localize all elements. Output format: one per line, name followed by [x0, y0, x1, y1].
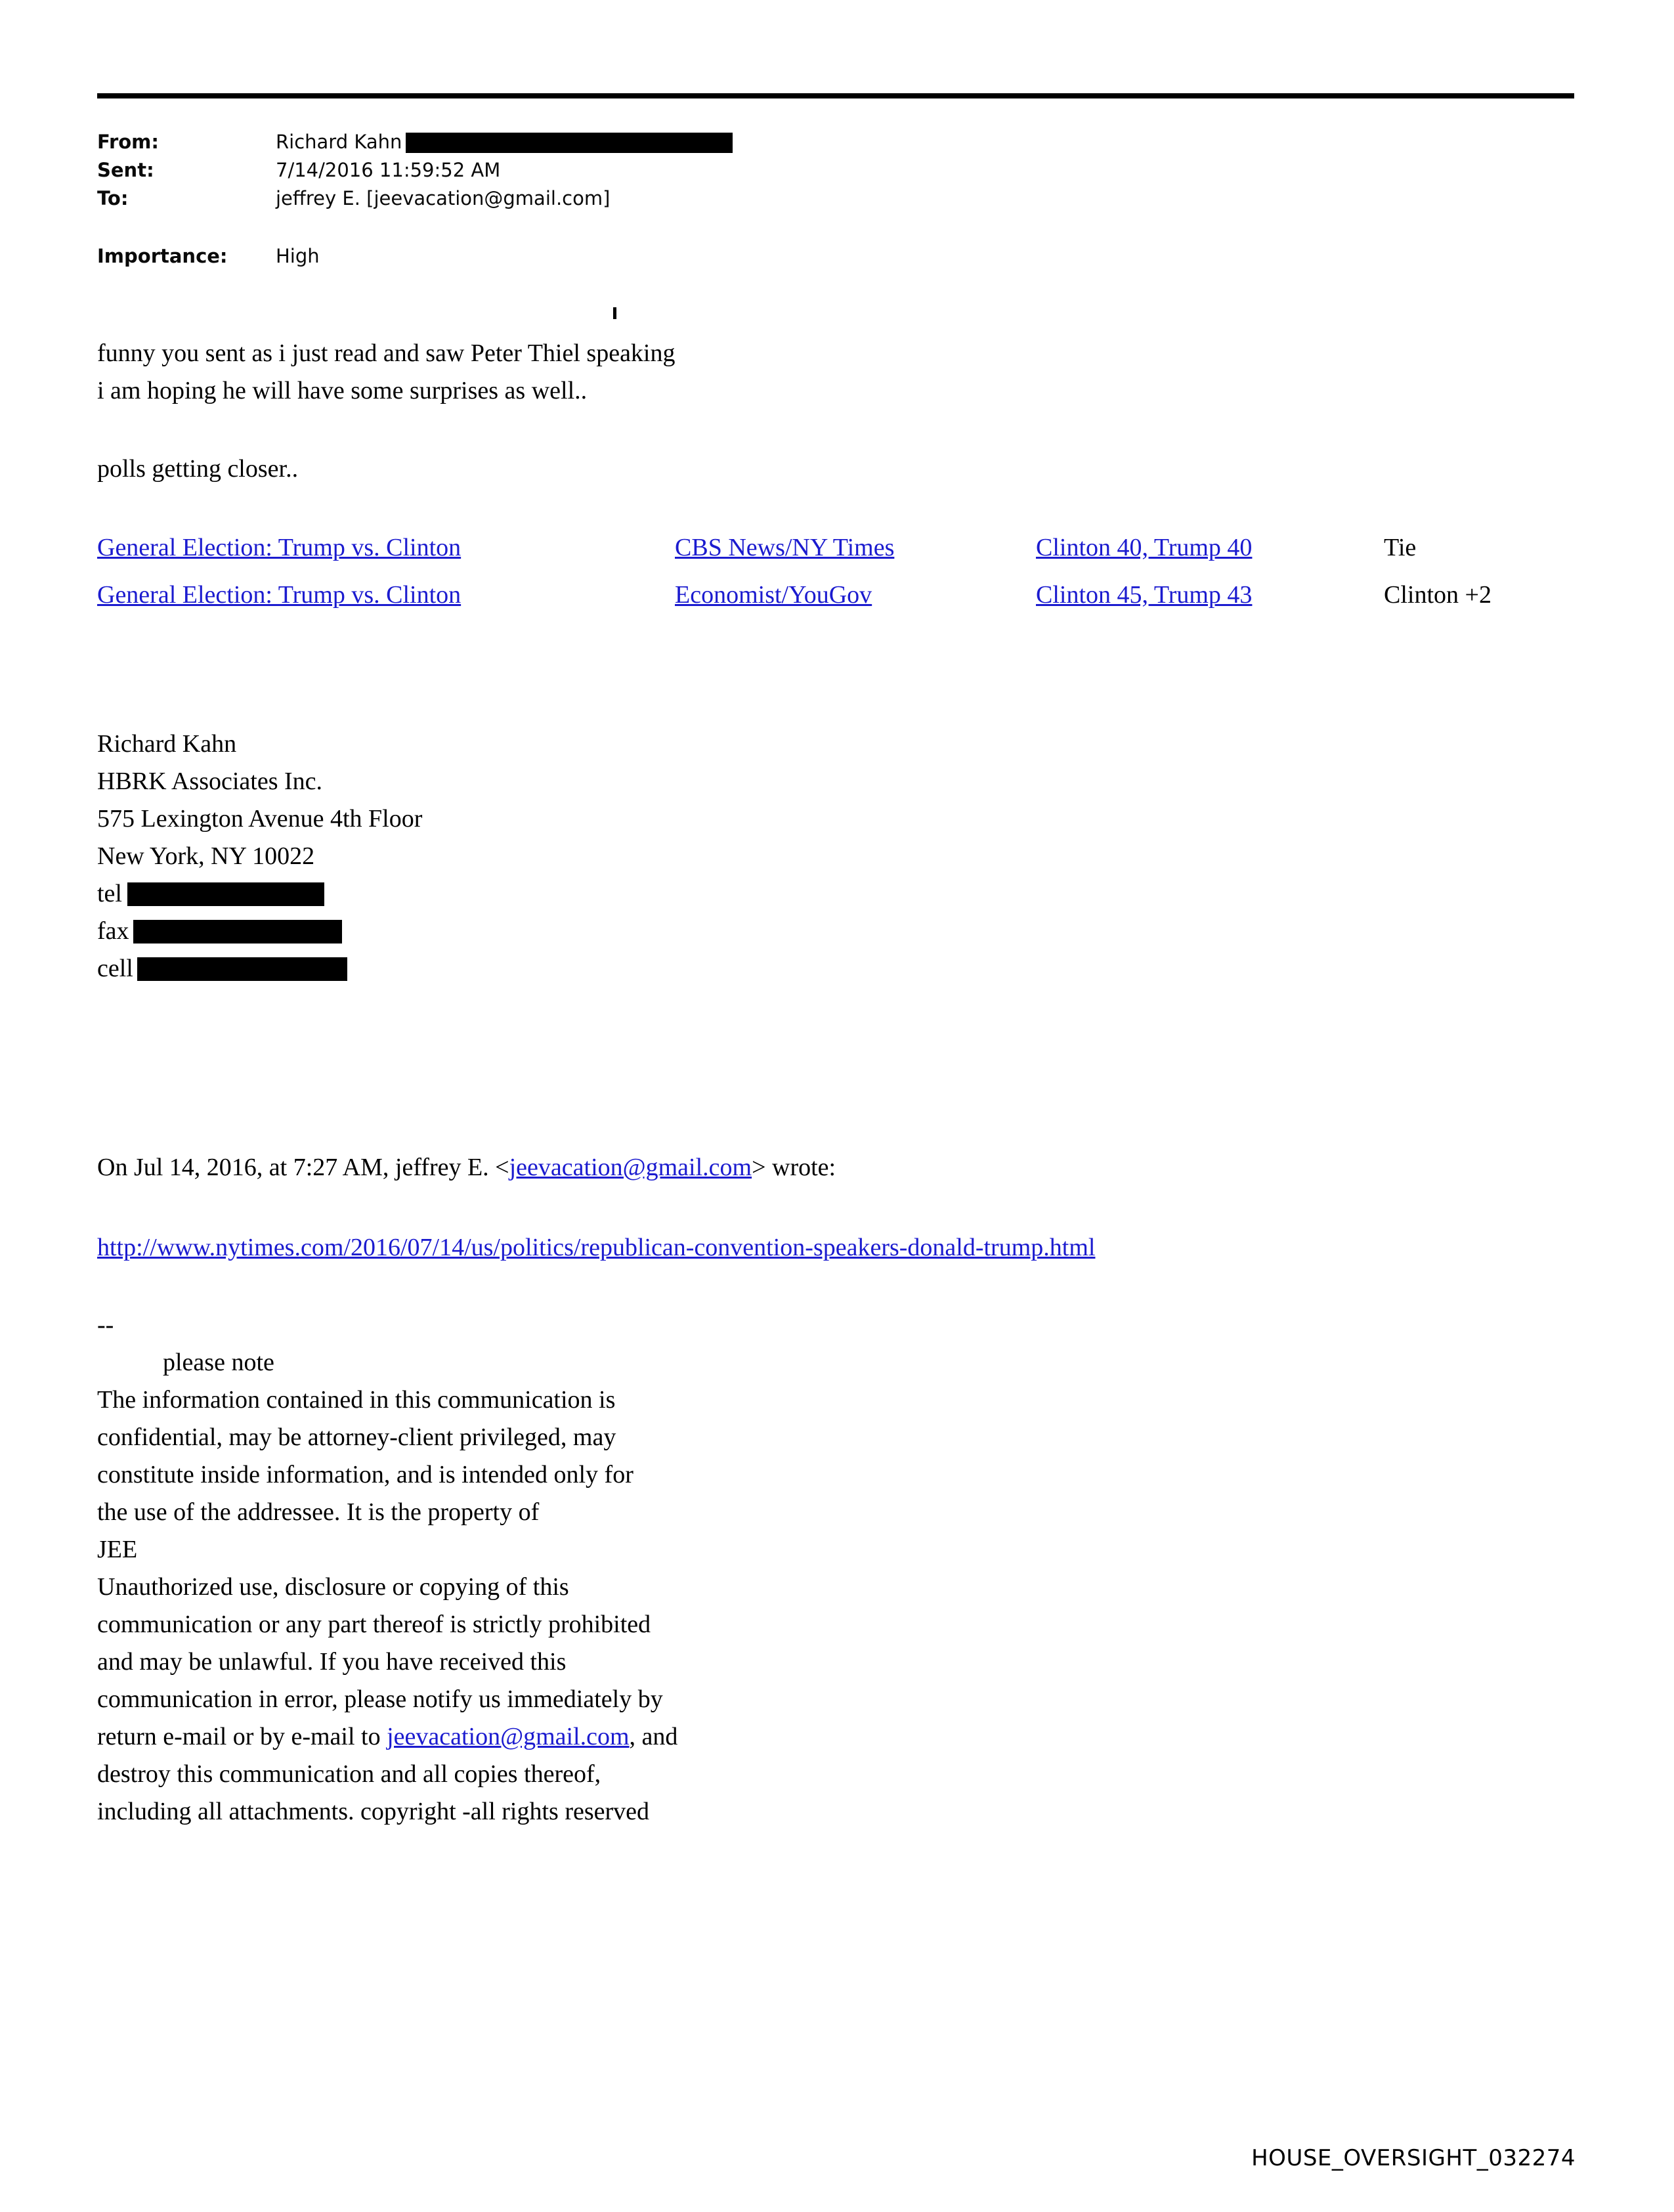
- poll-result-link[interactable]: Clinton 45, Trump 43: [1036, 581, 1253, 609]
- disclaimer-dashes: --: [97, 1311, 114, 1339]
- confidentiality-disclaimer: [97, 1307, 1016, 1831]
- stray-apostrophe-mark: [613, 307, 616, 319]
- signature-block: [97, 726, 422, 987]
- disclaimer-line: JEE: [97, 1536, 138, 1563]
- message-body: [97, 335, 1082, 410]
- header-row-importance: [97, 242, 1148, 271]
- message-line-2: i am hoping he will have some surprises as well..: [97, 377, 588, 404]
- to-value: jeffrey E. [jeevacation@gmail.com]: [276, 187, 611, 209]
- signature-cell-label: cell: [97, 955, 133, 982]
- poll-race-link[interactable]: General Election: Trump vs. Clinton: [97, 581, 461, 609]
- poll-spread-cell: Tie: [1384, 534, 1417, 561]
- disclaimer-email-suffix: , and: [629, 1723, 678, 1750]
- signature-name: Richard Kahn: [97, 730, 237, 758]
- poll-race-cell: [97, 524, 675, 571]
- bates-stamp: HOUSE_OVERSIGHT_032274: [1251, 2145, 1576, 2171]
- signature-cell-row: [97, 950, 422, 987]
- disclaimer-line: The information contained in this communication is: [97, 1386, 616, 1414]
- header-row-from: [97, 128, 1148, 156]
- disclaimer-line: destroy this communication and all copies thereof,: [97, 1760, 601, 1788]
- from-value: [276, 128, 1148, 156]
- from-name: Richard Kahn: [276, 131, 402, 153]
- signature-company: HBRK Associates Inc.: [97, 768, 323, 795]
- header-row-to: [97, 184, 1148, 213]
- to-label: To:: [97, 187, 129, 209]
- redaction-bar-from-email: [406, 133, 733, 153]
- poll-spread-cell: Clinton +2: [1384, 581, 1492, 609]
- poll-result-cell: [1036, 524, 1384, 571]
- redaction-bar-tel: [127, 882, 324, 906]
- header-rule: [97, 93, 1574, 98]
- from-label: From:: [97, 131, 159, 153]
- quote-sender-email-link[interactable]: jeevacation@gmail.com: [509, 1154, 752, 1181]
- importance-value: High: [276, 245, 320, 267]
- message-line-1: funny you sent as i just read and saw Peter Thiel speaking: [97, 339, 676, 367]
- poll-result-link[interactable]: Clinton 40, Trump 40: [1036, 534, 1253, 561]
- disclaimer-email-link[interactable]: jeevacation@gmail.com: [387, 1723, 630, 1750]
- quoted-message-intro: [97, 1149, 836, 1186]
- header-spacer: [97, 213, 1148, 242]
- table-row: [97, 571, 1541, 618]
- disclaimer-line: including all attachments. copyright -all rights reserved: [97, 1798, 650, 1825]
- redaction-bar-fax: [133, 920, 342, 943]
- sent-label: Sent:: [97, 159, 154, 181]
- disclaimer-line: and may be unlawful. If you have received this: [97, 1648, 567, 1676]
- disclaimer-email-prefix: return e-mail or by e-mail to: [97, 1723, 387, 1750]
- signature-tel-label: tel: [97, 880, 122, 907]
- poll-pollster-link[interactable]: CBS News/NY Times: [675, 534, 895, 561]
- disclaimer-line: communication or any part thereof is strictly prohibited: [97, 1611, 651, 1638]
- poll-race-cell: [97, 571, 675, 618]
- signature-tel-row: [97, 875, 422, 913]
- quote-intro-suffix: > wrote:: [752, 1154, 836, 1181]
- importance-label: Importance:: [97, 245, 228, 267]
- table-row: [97, 524, 1541, 571]
- signature-fax-row: [97, 913, 422, 950]
- sent-value: 7/14/2016 11:59:52 AM: [276, 159, 501, 181]
- poll-result-cell: [1036, 571, 1384, 618]
- poll-pollster-cell: [675, 524, 1036, 571]
- poll-pollster-cell: [675, 571, 1036, 618]
- disclaimer-line: constitute inside information, and is intended only for: [97, 1461, 633, 1488]
- signature-fax-label: fax: [97, 917, 129, 945]
- disclaimer-line: the use of the addressee. It is the property of: [97, 1498, 540, 1526]
- poll-results-table: [97, 524, 1541, 618]
- quoted-url-line: [97, 1229, 1095, 1267]
- poll-race-link[interactable]: General Election: Trump vs. Clinton: [97, 534, 461, 561]
- disclaimer-line: Unauthorized use, disclosure or copying of this: [97, 1573, 569, 1601]
- quote-intro-prefix: On Jul 14, 2016, at 7:27 AM, jeffrey E. <: [97, 1154, 509, 1181]
- signature-street: 575 Lexington Avenue 4th Floor: [97, 805, 423, 833]
- nytimes-article-link[interactable]: http://www.nytimes.com/2016/07/14/us/politics/republican-convention-speakers-donald-trump.html: [97, 1234, 1096, 1261]
- header-row-sent: [97, 156, 1148, 184]
- disclaimer-line: communication in error, please notify us immediately by: [97, 1685, 663, 1713]
- email-header: [97, 128, 1148, 271]
- polls-intro-line: polls getting closer..: [97, 455, 299, 483]
- redaction-bar-cell: [137, 957, 347, 981]
- disclaimer-email-line: [97, 1718, 1016, 1756]
- disclaimer-please-note: please note: [163, 1349, 274, 1376]
- disclaimer-line: confidential, may be attorney-client privileged, may: [97, 1423, 616, 1451]
- signature-city: New York, NY 10022: [97, 842, 315, 870]
- poll-pollster-link[interactable]: Economist/YouGov: [675, 581, 872, 609]
